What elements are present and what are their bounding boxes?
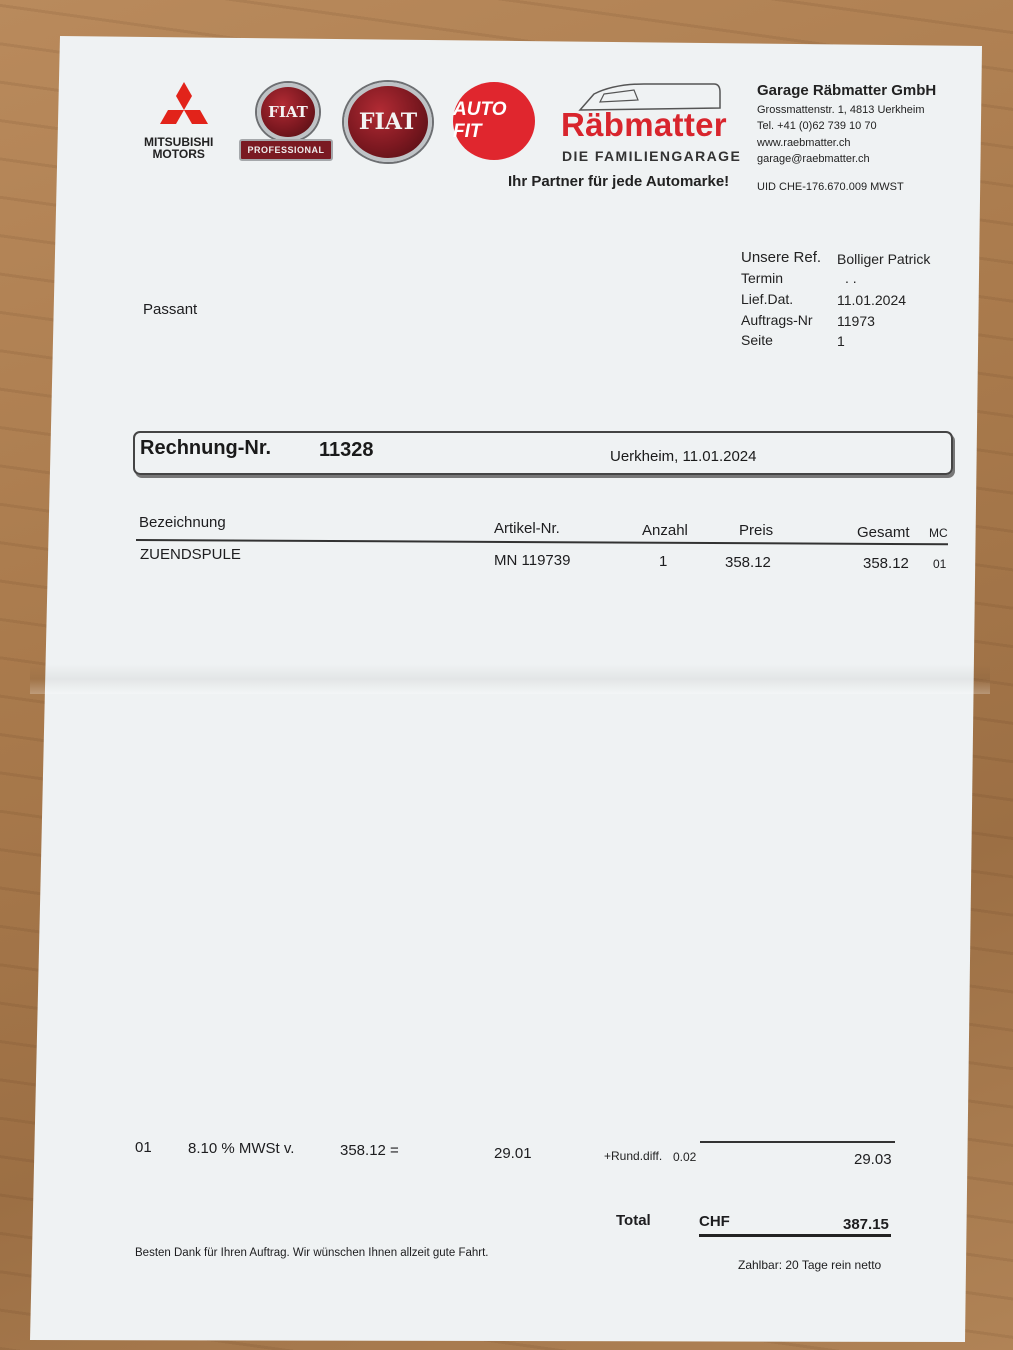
- company-phone: Tel. +41 (0)62 739 10 70: [757, 120, 877, 132]
- ref-auftrag-value: 11973: [837, 313, 875, 329]
- brand-name: Räbmatter: [561, 106, 727, 143]
- fiat-badge-text: FIAT: [358, 109, 418, 135]
- ref-seite-label: Seite: [741, 332, 773, 348]
- ref-unsere-label: Unsere Ref.: [741, 249, 822, 266]
- ref-auftrag-label: Auftrags-Nr: [741, 312, 813, 328]
- mitsubishi-wordmark: [144, 136, 213, 160]
- ref-liefdat-label: Lief.Dat.: [741, 291, 794, 307]
- ref-liefdat-value: 11.01.2024: [837, 292, 907, 308]
- autofit-text: AUTO FIT: [453, 99, 507, 142]
- ref-termin-label: Termin: [741, 270, 784, 286]
- ref-unsere-value: Bolliger Patrick: [837, 251, 931, 267]
- vat-total: 29.03: [854, 1151, 892, 1168]
- fiat-professional-bar: PROFESSIONAL: [239, 139, 333, 161]
- cell-artikel: MN 119739: [494, 552, 571, 569]
- company-email: garage@raebmatter.ch: [757, 153, 870, 165]
- vat-rate: 8.10 % MWSt v.: [188, 1140, 295, 1157]
- rounding-label: +Rund.diff.: [604, 1149, 663, 1163]
- cell-preis: 358.12: [725, 554, 771, 571]
- fiat-professional-badge-icon: [257, 83, 319, 141]
- company-web: www.raebmatter.ch: [757, 137, 851, 149]
- cell-gesamt: 358.12: [863, 555, 909, 572]
- cell-anzahl: 1: [659, 553, 668, 570]
- col-header-bezeichnung: Bezeichnung: [139, 514, 226, 531]
- ref-seite-value: 1: [837, 333, 845, 349]
- paper-fold: [30, 664, 990, 694]
- mitsubishi-text-line2: MOTORS: [152, 147, 205, 161]
- cell-bezeichnung: ZUENDSPULE: [140, 546, 241, 563]
- vat-amount: 29.01: [494, 1145, 532, 1162]
- cell-mc: 01: [933, 557, 947, 571]
- total-currency: CHF: [699, 1213, 730, 1230]
- col-header-gesamt: Gesamt: [857, 524, 910, 541]
- customer-name: Passant: [143, 301, 198, 318]
- mitsubishi-logo-icon: [152, 82, 216, 136]
- footer-payment-terms: Zahlbar: 20 Tage rein netto: [738, 1258, 882, 1272]
- col-header-anzahl: Anzahl: [642, 522, 688, 539]
- fiat-badge-icon: [344, 82, 432, 162]
- invoice-place-date: Uerkheim, 11.01.2024: [610, 448, 757, 465]
- ref-termin-value: . .: [845, 270, 857, 286]
- footer-thanks: Besten Dank für Ihren Auftrag. Wir wünschen Ihnen allzeit gute Fahrt.: [135, 1247, 489, 1259]
- total-amount: 387.15: [843, 1216, 889, 1233]
- slogan: Ihr Partner für jede Automarke!: [508, 173, 730, 190]
- total-label: Total: [616, 1212, 651, 1229]
- invoice-number: 11328: [319, 439, 374, 461]
- col-header-artikel: Artikel-Nr.: [494, 520, 560, 537]
- company-name: Garage Räbmatter GmbH: [757, 82, 937, 99]
- autofit-logo-icon: [453, 82, 535, 160]
- vat-base: 358.12 =: [340, 1142, 399, 1159]
- company-address: Grossmattenstr. 1, 4813 Uerkheim: [757, 104, 925, 116]
- vat-code: 01: [135, 1139, 152, 1156]
- company-uid: UID CHE-176.670.009 MWST: [757, 181, 904, 193]
- vat-sum-rule: [700, 1141, 895, 1143]
- mitsubishi-text-line1: MITSUBISHI: [144, 135, 214, 149]
- invoice-label: Rechnung-Nr.: [140, 437, 272, 459]
- brand-subtitle: DIE FAMILIENGARAGE: [562, 148, 742, 164]
- col-header-mc: MC: [929, 526, 948, 540]
- fiat-professional-badge-text: FIAT: [268, 103, 308, 121]
- col-header-preis: Preis: [739, 522, 774, 539]
- rounding-value: 0.02: [673, 1150, 697, 1164]
- total-rule: [699, 1234, 891, 1237]
